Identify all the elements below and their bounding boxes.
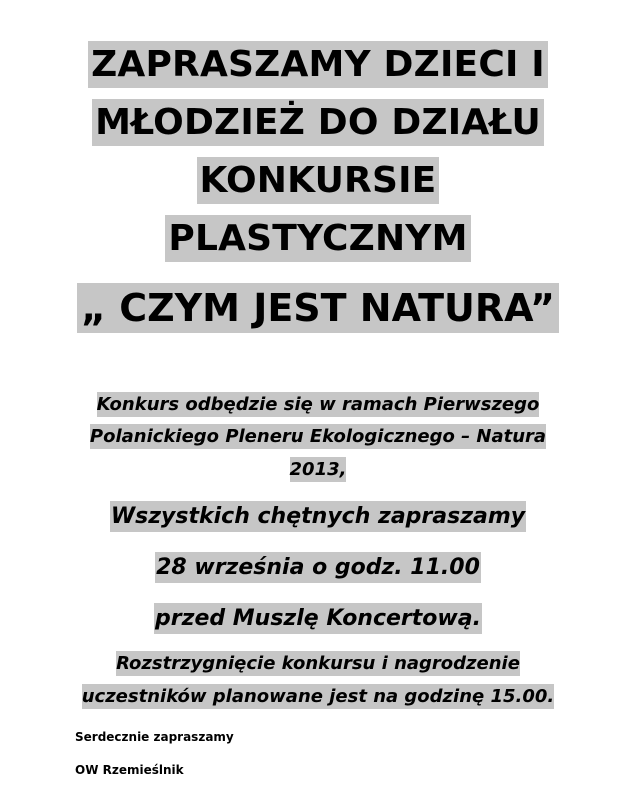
invite-line [0, 504, 636, 529]
info-line-3-text: 2013, [289, 459, 347, 480]
contest-name [0, 286, 636, 330]
place-line [0, 606, 636, 631]
place-text: przed Muszlę Koncertową. [154, 603, 482, 634]
contest-name-text: „ CZYM JEST NATURA” [77, 283, 559, 333]
footer-greeting: Serdecznie zapraszamy [75, 730, 234, 744]
heading-line-2 [0, 102, 636, 143]
date-line [0, 555, 636, 580]
results-line-2 [0, 686, 636, 707]
results-line-1 [0, 653, 636, 674]
results-line-2-text: uczestników planowane jest na godzinę 15.00. [81, 686, 555, 707]
info-line-2 [0, 426, 636, 447]
results-line-1-text: Rozstrzygnięcie konkursu i nagrodzenie [116, 653, 520, 674]
heading-line-2-text: MŁODZIEŻ DO DZIAŁU [92, 99, 544, 146]
heading-line-1-text: ZAPRASZAMY DZIECI I [88, 41, 548, 88]
info-line-3 [0, 459, 636, 480]
info-line-1-text: Konkurs odbędzie się w ramach Pierwszego [96, 394, 540, 415]
heading-line-4-text: PLASTYCZNYM [165, 215, 470, 262]
heading-line-4 [0, 218, 636, 259]
heading-line-3 [0, 160, 636, 201]
invite-text: Wszystkich chętnych zapraszamy [110, 501, 526, 532]
footer-signature: OW Rzemieślnik [75, 763, 184, 777]
info-line-2-text: Polanickiego Pleneru Ekologicznego – Natura [89, 426, 547, 447]
heading-line-1 [0, 44, 636, 85]
info-line-1 [0, 394, 636, 415]
date-text: 28 września o godz. 11.00 [155, 552, 481, 583]
heading-line-3-text: KONKURSIE [197, 157, 440, 204]
